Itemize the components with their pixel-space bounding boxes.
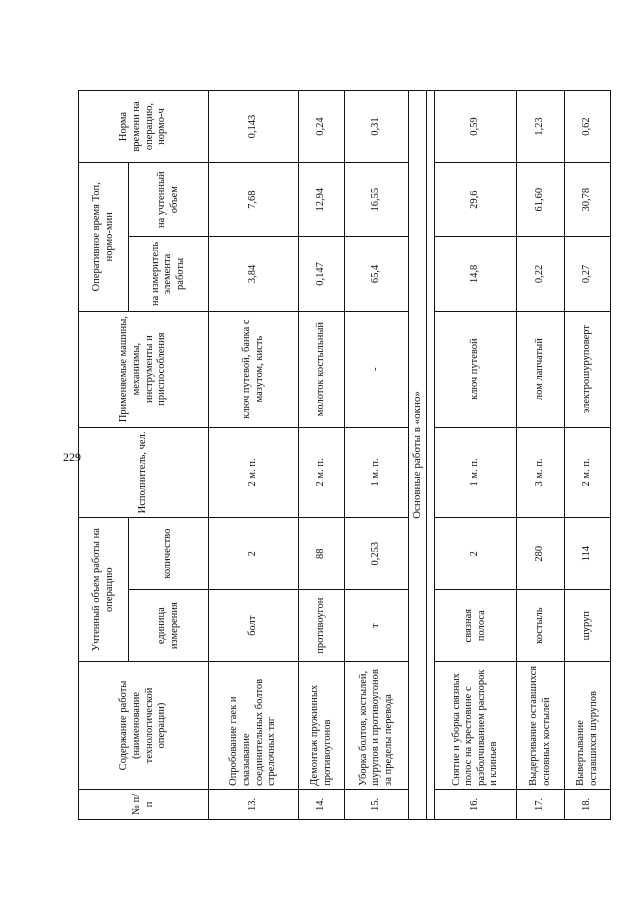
cell-qty: 2: [435, 518, 517, 590]
cell-unit: болт: [209, 590, 299, 662]
cell-time-per-meter: 0,22: [517, 237, 565, 311]
cell-content: Уборка болтов, костылей, шурупов и противоугонов за пределы перевода: [345, 662, 409, 790]
table-row: [209, 91, 299, 820]
cell-time-per-volume: 16,55: [345, 163, 409, 237]
cell-qty: 280: [517, 518, 565, 590]
cell-norm: 0,31: [345, 91, 409, 163]
header-per-volume: на учтенный объем: [129, 163, 209, 237]
header-volume-group: Учтенный объем работы на операцию: [79, 518, 129, 662]
table-row: [565, 91, 611, 820]
table-body-top: [209, 91, 611, 820]
norms-table: [78, 90, 611, 820]
cell-time-per-meter: 0,27: [565, 237, 611, 311]
cell-time-per-volume: 61,60: [517, 163, 565, 237]
cell-unit: противоугон: [299, 590, 345, 662]
header-num: № п/п: [79, 789, 209, 819]
cell-tools: молоток костыльный: [299, 311, 345, 427]
cell-num: 13.: [209, 789, 299, 819]
header-content: Содержание работы (наименование технологической операции): [79, 662, 209, 790]
cell-performer: 1 м. п.: [345, 427, 409, 518]
cell-num: 16.: [435, 789, 517, 819]
cell-num: 18.: [565, 789, 611, 819]
cell-time-per-volume: 29,6: [435, 163, 517, 237]
cell-time-per-volume: 12,94: [299, 163, 345, 237]
cell-performer: 2 м. п.: [565, 427, 611, 518]
cell-unit: шуруп: [565, 590, 611, 662]
cell-tools: -: [345, 311, 409, 427]
cell-tools: ключ путевой, банка с мазутом, кисть: [209, 311, 299, 427]
cell-norm: 0,24: [299, 91, 345, 163]
header-unit: единица измерения: [129, 590, 209, 662]
table-row: [345, 91, 409, 820]
section-row: [409, 91, 427, 820]
section-spacer: [427, 91, 435, 820]
cell-performer: 2 м. п.: [209, 427, 299, 518]
header-optime-group: Оперативное время Топ, нормо-мин: [79, 163, 129, 312]
table-row: [435, 91, 517, 820]
cell-content: Демонтаж пружинных противоугонов: [299, 662, 345, 790]
cell-tools: электрошуруповерт: [565, 311, 611, 427]
cell-unit: т: [345, 590, 409, 662]
cell-unit: связная полоса: [435, 590, 517, 662]
cell-content: Опробование гаек и смазывание соединительных болтов стрелочных тяг: [209, 662, 299, 790]
cell-num: 14.: [299, 789, 345, 819]
cell-performer: 2 м. п.: [299, 427, 345, 518]
cell-norm: 1,23: [517, 91, 565, 163]
cell-norm: 0,143: [209, 91, 299, 163]
table-row: [299, 91, 345, 820]
cell-time-per-meter: 3,84: [209, 237, 299, 311]
cell-time-per-meter: 14,8: [435, 237, 517, 311]
cell-time-per-meter: 0,147: [299, 237, 345, 311]
cell-time-per-meter: 65,4: [345, 237, 409, 311]
cell-qty: 0,253: [345, 518, 409, 590]
cell-qty: 2: [209, 518, 299, 590]
cell-content: Снятие и уборка связных полос на крестовине с разболчиванием распорок и клиньев: [435, 662, 517, 790]
cell-performer: 1 м. п.: [435, 427, 517, 518]
rotated-table-wrapper: [78, 90, 599, 820]
cell-tools: ключ путевой: [435, 311, 517, 427]
cell-content: Выдергивание оставшихся основных костылей: [517, 662, 565, 790]
header-tools: Применяемые машины, механизмы, инструменты и приспособления: [79, 311, 209, 427]
cell-tools: лом лапчатый: [517, 311, 565, 427]
page-number: 229: [63, 450, 81, 464]
cell-qty: 88: [299, 518, 345, 590]
cell-time-per-volume: 30,78: [565, 163, 611, 237]
header-quantity: количество: [129, 518, 209, 590]
cell-num: 15.: [345, 789, 409, 819]
cell-norm: 0,59: [435, 91, 517, 163]
section-title: Основные работы в «окно»: [409, 91, 427, 820]
cell-norm: 0,62: [565, 91, 611, 163]
cell-qty: 114: [565, 518, 611, 590]
table-row: [517, 91, 565, 820]
cell-unit: костыль: [517, 590, 565, 662]
cell-time-per-volume: 7,68: [209, 163, 299, 237]
header-performer: Исполнитель, чел.: [79, 427, 209, 518]
header-per-meter: на измеритель элемента работы: [129, 237, 209, 311]
cell-content: Вывертывание оставшихся шурупов: [565, 662, 611, 790]
cell-performer: 3 м. п.: [517, 427, 565, 518]
cell-num: 17.: [517, 789, 565, 819]
header-norm: Норма времени на операцию, нормо-ч: [79, 91, 209, 163]
